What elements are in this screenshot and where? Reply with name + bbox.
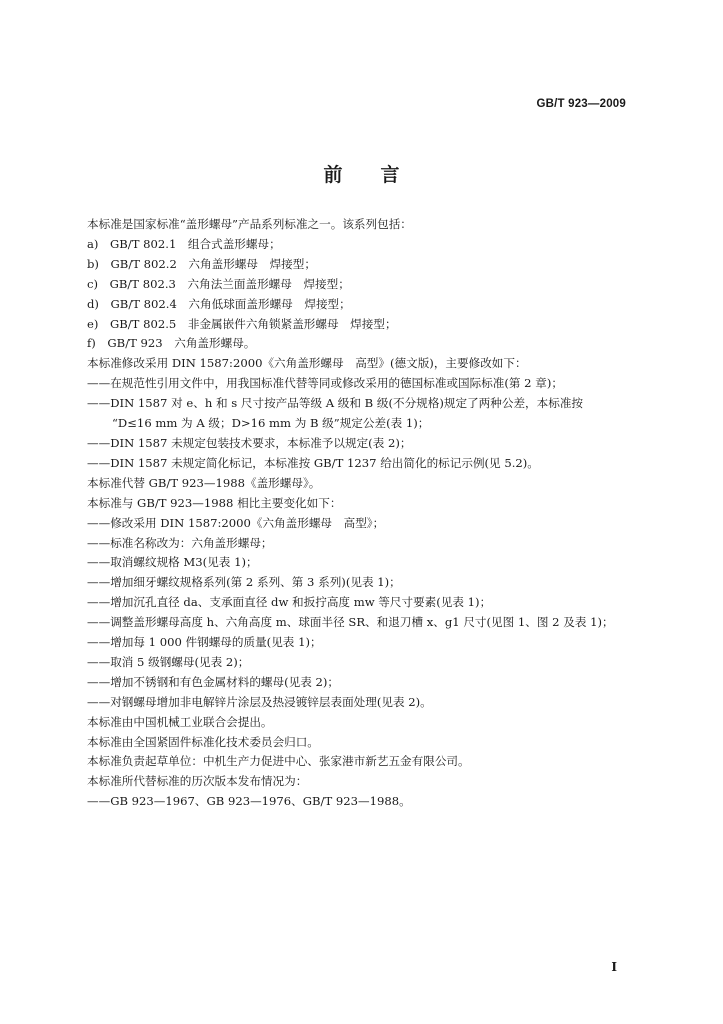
series-item-b: b) GB/T 802.2 六角盖形螺母 焊接型； [87, 256, 316, 271]
change-item: ——DIN 1587 未规定简化标记，本标准按 GB/T 1237 给出简化的标记示例(见 5.2)。 [87, 455, 539, 470]
change-item: ——取消螺纹规格 M3(见表 1)； [87, 555, 258, 570]
series-item-a: a) GB/T 802.1 组合式盖形螺母； [87, 236, 281, 251]
page-title: 前言 [323, 164, 438, 186]
change-item: ——DIN 1587 对 e、h 和 s 尺寸按产品等级 A 级和 B 级(不分规格)规定了两种公差，本标准按 [87, 396, 584, 411]
change-item: ——取消 5 级钢螺母(见表 2)； [87, 654, 250, 669]
text-line: 本标准是国家标准“盖形螺母”产品系列标准之一。该系列包括： [87, 217, 412, 231]
change-item-continuation: “D≤16 mm 为 A 级；D>16 mm 为 B 级”规定公差(表 1)； [112, 416, 430, 431]
series-item-e: e) GB/T 802.5 非金属嵌件六角锁紧盖形螺母 焊接型； [87, 316, 397, 331]
text-line: 本标准由中国机械工业联合会提出。 [87, 714, 273, 729]
text-line: 本标准所代替标准的历次版本发布情况为： [87, 774, 308, 789]
change-item: ——增加细牙螺纹规格系列(第 2 系列、第 3 系列)(见表 1)； [87, 575, 401, 590]
change-item: ——对钢螺母增加非电解锌片涂层及热浸镀锌层表面处理(见表 2)。 [87, 694, 432, 709]
series-item-d: d) GB/T 802.4 六角低球面盖形螺母 焊接型； [87, 296, 351, 311]
text-line: 本标准修改采用 DIN 1587:2000《六角盖形螺母 高型》(德文版)，主要修改如下： [87, 356, 527, 371]
change-item: ——GB 923—1967、GB 923—1976、GB/T 923—1988。 [87, 794, 411, 809]
foreword-body [87, 215, 637, 812]
text-line: 本标准与 GB/T 923—1988 相比主要变化如下： [87, 495, 342, 510]
change-item: ——调整盖形螺母高度 h、六角高度 m、球面半径 SR、和退刀槽 x、g1 尺寸(见图 1、图 2 及表 1)； [87, 615, 614, 630]
standard-code: GB/T 923—2009 [536, 98, 626, 110]
change-item: ——增加沉孔直径 da、支承面直径 dw 和扳拧高度 mw 等尺寸要素(见表 1)； [87, 595, 492, 610]
text-line: 本标准由全国紧固件标准化技术委员会归口。 [87, 734, 319, 749]
change-item: ——增加每 1 000 件钢螺母的质量(见表 1)； [87, 635, 322, 650]
change-item: ——增加不锈钢和有色金属材料的螺母(见表 2)； [87, 674, 339, 689]
change-item: ——修改采用 DIN 1587:2000《六角盖形螺母 高型》； [87, 515, 385, 530]
series-item-c: c) GB/T 802.3 六角法兰面盖形螺母 焊接型； [87, 276, 350, 291]
change-item: ——标准名称改为：六角盖形螺母； [87, 535, 273, 550]
series-item-f: f) GB/T 923 六角盖形螺母。 [87, 336, 256, 351]
page-number: I [611, 960, 617, 974]
change-item: ——DIN 1587 未规定包装技术要求，本标准予以规定(表 2)； [87, 435, 412, 450]
text-line: 本标准负责起草单位：中机生产力促进中心、张家港市新艺五金有限公司。 [87, 754, 470, 769]
change-item: ——在规范性引用文件中，用我国标准代替等同或修改采用的德国标准或国际标准(第 2 章)； [87, 376, 563, 391]
text-line: 本标准代替 GB/T 923—1988《盖形螺母》。 [87, 475, 321, 490]
